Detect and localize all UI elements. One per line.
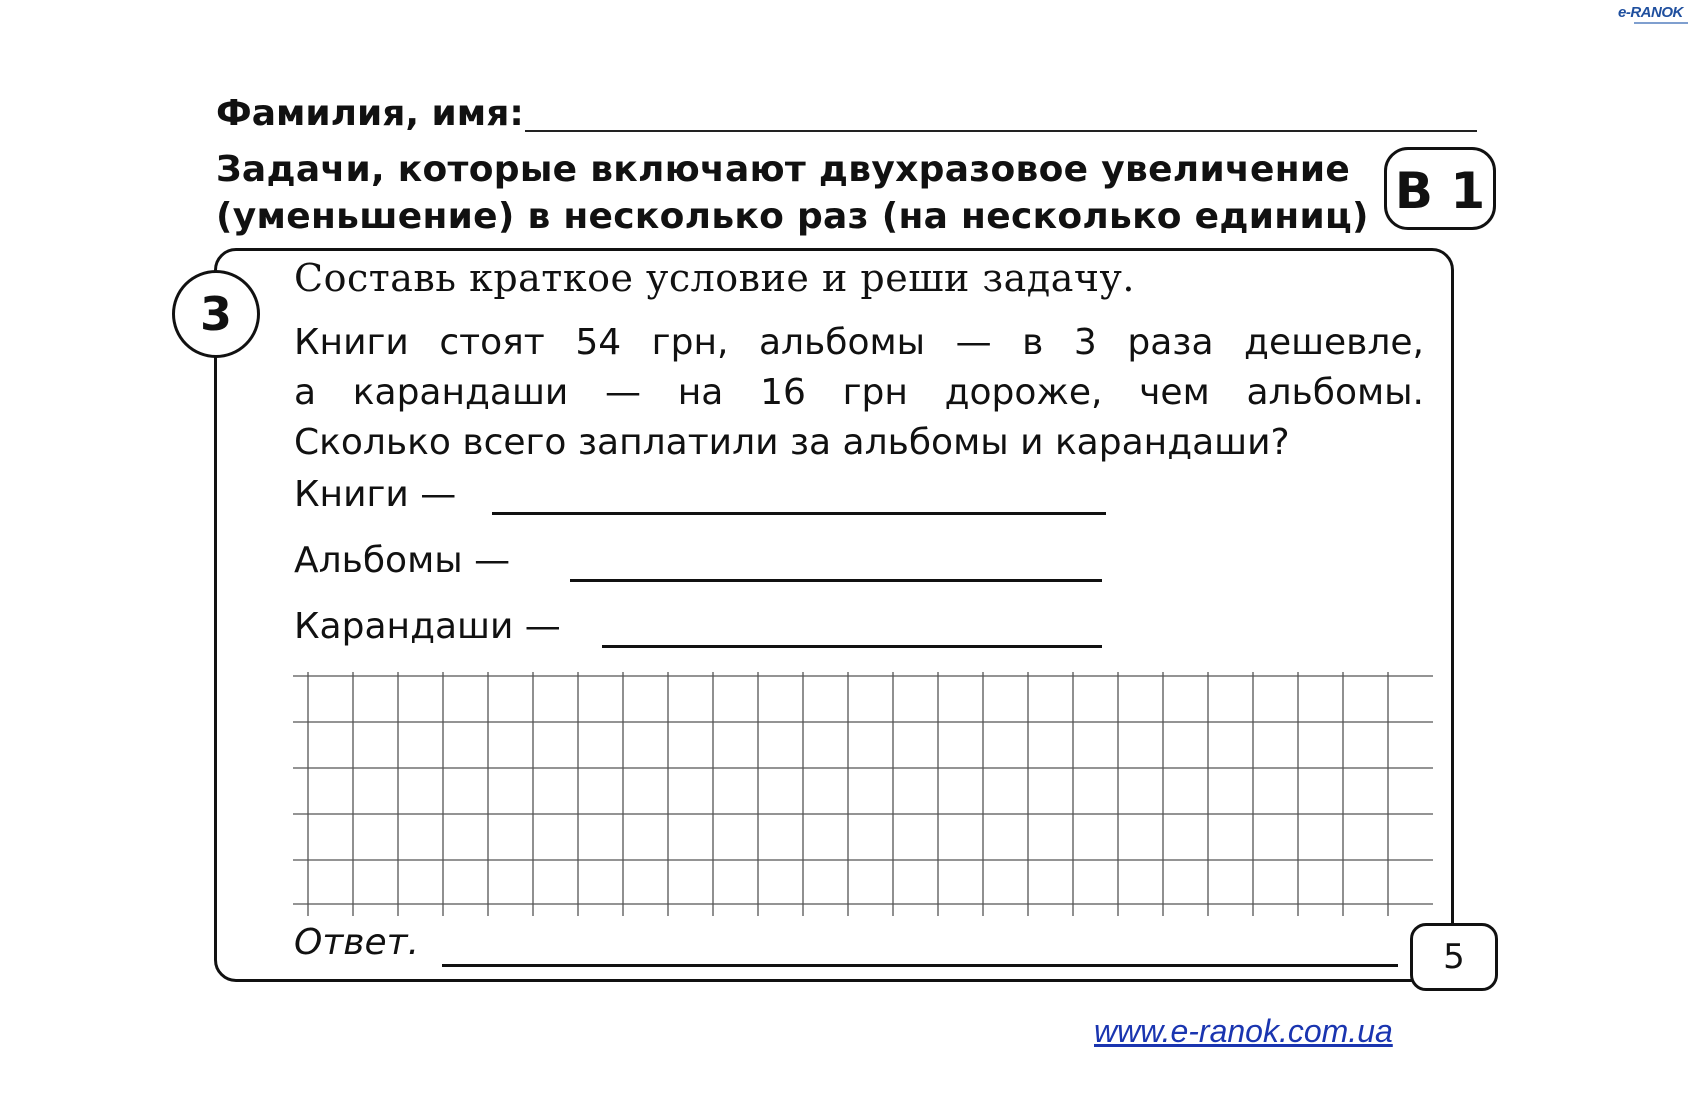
condition-line-books[interactable]: [492, 512, 1106, 515]
condition-line-albums[interactable]: [570, 579, 1102, 582]
condition-line-pencils[interactable]: [602, 645, 1102, 648]
solution-grid[interactable]: [293, 672, 1433, 916]
task-number-badge: 3: [172, 270, 260, 358]
problem-line-1: Книги стоят 54 грн, альбомы — в 3 раза дешевле,: [294, 322, 1424, 363]
answer-line[interactable]: [442, 964, 1398, 967]
logo-text: e-RANOK: [1618, 4, 1683, 21]
problem-text: [294, 318, 1424, 468]
page-number-badge: 5: [1410, 923, 1498, 991]
condition-label-pencils: Карандаши —: [294, 606, 561, 647]
answer-label: Ответ.: [294, 922, 420, 963]
problem-line-2: а карандаши — на 16 грн дороже, чем альбомы.: [294, 372, 1424, 413]
logo-underline: [1634, 22, 1688, 24]
condition-label-books: Книги —: [294, 474, 457, 515]
title-line-2: (уменьшение) в несколько раз (на несколько единиц): [216, 196, 1369, 237]
condition-label-albums: Альбомы —: [294, 540, 511, 581]
website-link[interactable]: www.e-ranok.com.ua: [1094, 1013, 1393, 1049]
name-field-line[interactable]: [525, 130, 1477, 132]
name-field-label: Фамилия, имя:: [216, 93, 524, 134]
task-instruction: Составь краткое условие и реши задачу.: [294, 256, 1135, 300]
problem-line-3: Сколько всего заплатили за альбомы и карандаши?: [294, 422, 1290, 463]
publisher-logo: [1618, 4, 1692, 30]
title-line-1: Задачи, которые включают двухразовое увеличение: [216, 149, 1351, 190]
variant-badge: В 1: [1384, 147, 1496, 230]
worksheet-title: [216, 146, 1369, 240]
